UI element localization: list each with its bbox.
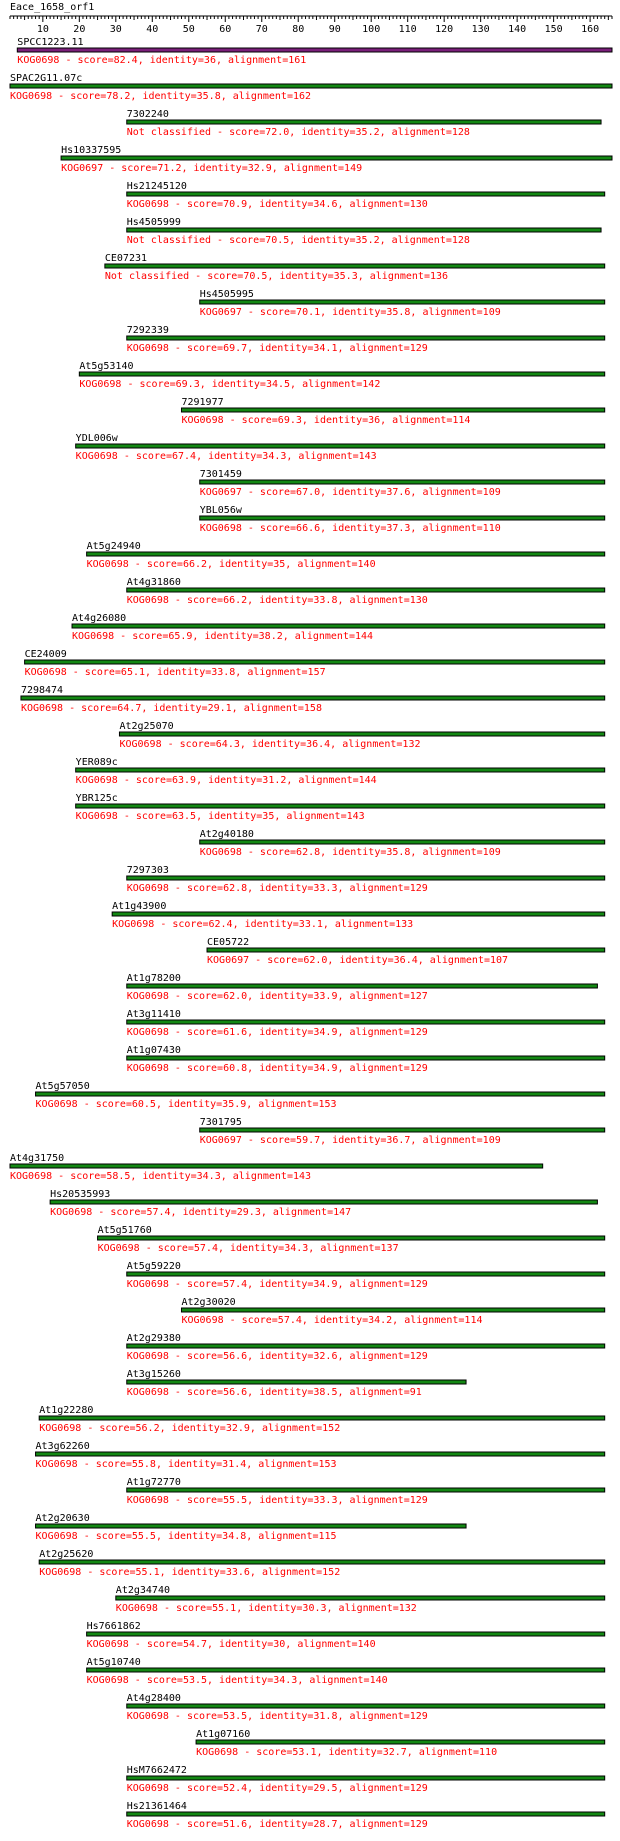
hit-description: KOG0698 - score=60.5, identity=35.9, alignment=153 <box>35 1099 337 1110</box>
sequence-ruler <box>10 16 612 35</box>
hit-alignment-bar[interactable] <box>39 1560 605 1564</box>
hit-row <box>50 1189 597 1218</box>
hit-row <box>10 73 612 102</box>
hit-alignment-bar[interactable] <box>207 948 605 952</box>
hit-description: KOG0698 - score=52.4, identity=29.5, alignment=129 <box>126 1783 428 1794</box>
hit-alignment-bar[interactable] <box>98 1236 605 1240</box>
hit-alignment-bar[interactable] <box>200 516 605 520</box>
hit-row <box>39 1549 605 1578</box>
hit-alignment-bar[interactable] <box>200 1128 605 1132</box>
ruler-tick-label: 130 <box>471 24 490 35</box>
hit-description: KOG0698 - score=69.7, identity=34.1, alignment=129 <box>126 343 428 354</box>
hit-description: KOG0698 - score=64.3, identity=36.4, alignment=132 <box>119 739 421 750</box>
hit-alignment-bar[interactable] <box>200 480 605 484</box>
hit-description: KOG0698 - score=64.7, identity=29.1, alignment=158 <box>20 703 322 714</box>
hit-description: KOG0698 - score=69.3, identity=34.5, alignment=142 <box>79 379 381 390</box>
hit-alignment-bar[interactable] <box>181 1308 604 1312</box>
hit-description: KOG0698 - score=57.4, identity=29.3, alignment=147 <box>50 1207 352 1218</box>
hit-alignment-bar[interactable] <box>127 192 605 196</box>
ruler-tick-label: 50 <box>182 24 195 35</box>
hit-name[interactable]: 7292339 <box>126 325 169 336</box>
hit-name[interactable]: CE24009 <box>24 649 67 660</box>
hit-name[interactable]: At1g22280 <box>39 1405 94 1416</box>
hit-row <box>200 505 605 534</box>
hit-name[interactable]: At5g59220 <box>126 1261 181 1272</box>
hit-alignment-bar[interactable] <box>127 1776 605 1780</box>
hit-description: KOG0698 - score=51.6, identity=28.7, alignment=129 <box>126 1819 428 1830</box>
hit-description: KOG0698 - score=69.3, identity=36, alignment=114 <box>181 415 471 426</box>
hit-description: KOG0697 - score=71.2, identity=32.9, alignment=149 <box>61 163 363 174</box>
hit-alignment-bar[interactable] <box>200 840 605 844</box>
hit-alignment-bar[interactable] <box>127 1056 605 1060</box>
hit-name[interactable]: At5g51760 <box>97 1225 152 1236</box>
hit-name[interactable]: At4g31860 <box>126 577 181 588</box>
hit-name[interactable]: At1g78200 <box>126 973 181 984</box>
hit-name[interactable]: 7291977 <box>181 397 224 408</box>
hit-name[interactable]: At4g31750 <box>10 1153 65 1164</box>
hit-description: KOG0698 - score=53.5, identity=34.3, alignment=140 <box>86 1675 388 1686</box>
ruler-tick-label: 100 <box>362 24 381 35</box>
hit-row <box>127 325 605 354</box>
ruler-tick-label: 20 <box>73 24 86 35</box>
hit-row <box>127 181 605 210</box>
hit-description: KOG0698 - score=65.1, identity=33.8, alignment=157 <box>24 667 326 678</box>
hit-description: KOG0697 - score=70.1, identity=35.8, alignment=109 <box>199 307 501 318</box>
hit-name[interactable]: At2g25070 <box>119 721 174 732</box>
hit-name[interactable]: SPCC1223.11 <box>17 37 84 48</box>
hit-alignment-bar[interactable] <box>127 228 601 232</box>
hit-row <box>127 1369 466 1398</box>
hit-alignment-bar[interactable] <box>87 1668 605 1672</box>
hit-name[interactable]: CE07231 <box>104 253 148 264</box>
hit-description: KOG0698 - score=62.8, identity=33.3, alignment=129 <box>126 883 428 894</box>
ruler-tick-label: 40 <box>146 24 159 35</box>
hit-row <box>196 1729 605 1758</box>
hit-row <box>36 1513 467 1542</box>
hit-description: KOG0698 - score=58.5, identity=34.3, alignment=143 <box>10 1171 312 1182</box>
hit-row <box>127 1045 605 1074</box>
hit-alignment-bar[interactable] <box>127 1488 605 1492</box>
hit-description: KOG0698 - score=60.8, identity=34.9, alignment=129 <box>126 1063 428 1074</box>
hit-name[interactable]: 7302240 <box>126 109 169 120</box>
hit-name[interactable]: YBR125c <box>75 793 118 804</box>
hit-description: KOG0697 - score=67.0, identity=37.6, alignment=109 <box>199 487 501 498</box>
hit-alignment-bar[interactable] <box>39 1416 605 1420</box>
hit-alignment-bar[interactable] <box>25 660 605 664</box>
hit-name[interactable]: Hs4505995 <box>199 289 254 300</box>
ruler-tick-label: 90 <box>328 24 341 35</box>
hit-name[interactable]: YDL006w <box>75 433 118 444</box>
hit-row <box>127 865 605 894</box>
hit-row <box>127 1801 605 1830</box>
hit-row <box>87 1657 605 1686</box>
ruler-tick-label: 30 <box>109 24 122 35</box>
hit-name[interactable]: At3g11410 <box>126 1009 181 1020</box>
hit-row <box>79 361 604 390</box>
hit-description: KOG0698 - score=53.1, identity=32.7, alignment=110 <box>196 1747 498 1758</box>
hit-description: KOG0698 - score=55.8, identity=31.4, alignment=153 <box>35 1459 337 1470</box>
hit-description: KOG0698 - score=82.4, identity=36, alignment=161 <box>17 55 307 66</box>
hit-name[interactable]: 7301459 <box>199 469 242 480</box>
hit-row <box>200 469 605 498</box>
hit-name[interactable]: Hs10337595 <box>61 145 122 156</box>
hit-row <box>200 289 605 318</box>
hit-alignment-bar[interactable] <box>72 624 605 628</box>
hit-name[interactable]: Hs20535993 <box>50 1189 111 1200</box>
hit-row <box>25 649 605 678</box>
hit-name[interactable]: At2g30020 <box>181 1297 236 1308</box>
hit-name[interactable]: At1g07430 <box>126 1045 181 1056</box>
hit-alignment-bar[interactable] <box>79 372 604 376</box>
hit-row <box>207 937 605 966</box>
hit-row <box>76 793 605 822</box>
hit-row <box>39 1405 605 1434</box>
hit-row <box>181 397 604 426</box>
hit-alignment-bar[interactable] <box>127 120 601 124</box>
hit-row <box>127 1477 605 1506</box>
hit-row <box>17 37 612 66</box>
hit-row <box>127 1333 605 1362</box>
hit-description: KOG0698 - score=56.6, identity=32.6, alignment=129 <box>126 1351 428 1362</box>
hit-row <box>127 1693 605 1722</box>
hit-row <box>87 541 605 570</box>
hit-name[interactable]: At2g20630 <box>35 1513 90 1524</box>
hit-name[interactable]: Hs21245120 <box>126 181 187 192</box>
hit-alignment-bar[interactable] <box>36 1452 605 1456</box>
hit-description: KOG0698 - score=66.2, identity=35, alignment=140 <box>86 559 376 570</box>
hit-description: KOG0698 - score=55.1, identity=30.3, alignment=132 <box>115 1603 417 1614</box>
hit-alignment-bar[interactable] <box>127 1704 605 1708</box>
hit-alignment-bar[interactable] <box>112 912 605 916</box>
ruler-tick-label: 160 <box>581 24 600 35</box>
hit-name[interactable]: At5g57050 <box>35 1081 90 1092</box>
ruler-tick-label: 140 <box>508 24 527 35</box>
hit-row <box>127 1261 605 1290</box>
hit-description: KOG0697 - score=59.7, identity=36.7, alignment=109 <box>199 1135 501 1146</box>
ruler-tick-label: 10 <box>36 24 49 35</box>
ruler-tick-label: 110 <box>398 24 417 35</box>
hit-row <box>181 1297 604 1326</box>
hit-name[interactable]: At1g72770 <box>126 1477 181 1488</box>
hit-alignment-bar[interactable] <box>127 1344 605 1348</box>
hit-row <box>36 1081 605 1110</box>
hit-description: KOG0698 - score=55.1, identity=33.6, alignment=152 <box>39 1567 341 1578</box>
hit-description: Not classified - score=70.5, identity=35.2, alignment=128 <box>126 235 470 246</box>
hit-alignment-bar[interactable] <box>10 1164 543 1168</box>
hit-row <box>76 757 605 786</box>
hit-list <box>10 37 612 1830</box>
ruler-tick-label: 70 <box>255 24 268 35</box>
hit-name[interactable]: YBL056w <box>199 505 242 516</box>
hit-alignment-bar[interactable] <box>76 804 605 808</box>
hit-name[interactable]: 7297303 <box>126 865 169 876</box>
hit-alignment-bar[interactable] <box>76 444 605 448</box>
hit-row <box>98 1225 605 1254</box>
hit-row <box>200 829 605 858</box>
hit-alignment-bar[interactable] <box>181 408 604 412</box>
hit-description: KOG0698 - score=62.8, identity=35.8, alignment=109 <box>199 847 501 858</box>
hit-row <box>72 613 605 642</box>
hit-alignment-bar[interactable] <box>17 48 612 52</box>
hit-name[interactable]: At3g15260 <box>126 1369 181 1380</box>
hit-alignment-bar[interactable] <box>127 1380 466 1384</box>
hit-alignment-bar[interactable] <box>127 984 598 988</box>
hit-alignment-bar[interactable] <box>127 1812 605 1816</box>
hit-alignment-bar[interactable] <box>105 264 605 268</box>
hit-alignment-bar[interactable] <box>36 1092 605 1096</box>
hit-row <box>119 721 604 750</box>
query-title: Eace_1658_orf1 <box>10 2 95 13</box>
hit-name[interactable]: 7298474 <box>20 685 64 696</box>
hit-description: KOG0697 - score=62.0, identity=36.4, alignment=107 <box>207 955 509 966</box>
hit-alignment-bar[interactable] <box>127 876 605 880</box>
hit-alignment-bar[interactable] <box>127 1020 605 1024</box>
hit-description: KOG0698 - score=62.0, identity=33.9, alignment=127 <box>126 991 428 1002</box>
hit-description: KOG0698 - score=55.5, identity=34.8, alignment=115 <box>35 1531 337 1542</box>
hit-description: KOG0698 - score=53.5, identity=31.8, alignment=129 <box>126 1711 428 1722</box>
hit-row <box>200 1117 605 1146</box>
hit-name[interactable]: At2g25620 <box>39 1549 94 1560</box>
hit-description: KOG0698 - score=63.5, identity=35, alignment=143 <box>75 811 365 822</box>
hit-description: KOG0698 - score=56.6, identity=38.5, alignment=91 <box>126 1387 422 1398</box>
hit-name[interactable]: At1g43900 <box>112 901 167 912</box>
hit-name[interactable]: SPAC2G11.07c <box>10 73 83 84</box>
hit-name[interactable]: At5g53140 <box>79 361 134 372</box>
ruler-tick-label: 60 <box>219 24 232 35</box>
hit-alignment-bar[interactable] <box>127 1272 605 1276</box>
hit-description: KOG0698 - score=57.4, identity=34.9, alignment=129 <box>126 1279 428 1290</box>
hit-name[interactable]: YER089c <box>75 757 118 768</box>
hit-name[interactable]: At1g07160 <box>196 1729 251 1740</box>
ruler-tick-label: 80 <box>292 24 305 35</box>
hit-description: KOG0698 - score=66.6, identity=37.3, alignment=110 <box>199 523 501 534</box>
hit-description: KOG0698 - score=54.7, identity=30, alignment=140 <box>86 1639 376 1650</box>
hit-name[interactable]: At4g26080 <box>72 613 127 624</box>
hit-alignment-bar[interactable] <box>76 768 605 772</box>
hit-row <box>61 145 612 174</box>
ruler-tick-label: 120 <box>435 24 454 35</box>
hit-row <box>127 973 598 1002</box>
hit-row <box>116 1585 605 1614</box>
hit-alignment-bar[interactable] <box>10 84 612 88</box>
hit-alignment-bar[interactable] <box>50 1200 597 1204</box>
hit-alignment-bar[interactable] <box>36 1524 467 1528</box>
hit-alignment-bar[interactable] <box>196 1740 605 1744</box>
hit-row <box>21 685 605 714</box>
hit-row <box>105 253 605 282</box>
hit-name[interactable]: Hs4505999 <box>126 217 181 228</box>
hit-alignment-bar[interactable] <box>127 588 605 592</box>
hit-alignment-bar[interactable] <box>119 732 604 736</box>
hit-description: KOG0698 - score=56.2, identity=32.9, alignment=152 <box>39 1423 341 1434</box>
hit-name[interactable]: At2g29380 <box>126 1333 181 1344</box>
hit-name[interactable]: CE05722 <box>207 937 250 948</box>
hit-alignment-bar[interactable] <box>200 300 605 304</box>
hit-description: Not classified - score=70.5, identity=35.3, alignment=136 <box>104 271 449 282</box>
ruler-tick-label: 150 <box>544 24 563 35</box>
hit-name[interactable]: At4g28400 <box>126 1693 181 1704</box>
hit-row <box>10 1153 543 1182</box>
hit-alignment-bar[interactable] <box>61 156 612 160</box>
hit-alignment-bar[interactable] <box>116 1596 605 1600</box>
hit-description: KOG0698 - score=61.6, identity=34.9, alignment=129 <box>126 1027 428 1038</box>
hit-name[interactable]: At5g24940 <box>86 541 141 552</box>
hit-description: KOG0698 - score=66.2, identity=33.8, alignment=130 <box>126 595 428 606</box>
hit-description: KOG0698 - score=62.4, identity=33.1, alignment=133 <box>112 919 414 930</box>
hit-row <box>87 1621 605 1650</box>
hit-alignment-bar[interactable] <box>87 552 605 556</box>
hit-row <box>76 433 605 462</box>
hit-alignment-bar[interactable] <box>87 1632 605 1636</box>
hit-name[interactable]: Hs7661862 <box>86 1621 141 1632</box>
hit-description: KOG0698 - score=70.9, identity=34.6, alignment=130 <box>126 199 428 210</box>
hit-row <box>127 1765 605 1794</box>
hit-row <box>36 1441 605 1470</box>
hit-row <box>112 901 605 930</box>
hit-row <box>127 577 605 606</box>
hit-description: KOG0698 - score=57.4, identity=34.2, alignment=114 <box>181 1315 483 1326</box>
hit-description: KOG0698 - score=55.5, identity=33.3, alignment=129 <box>126 1495 428 1506</box>
hit-alignment-bar[interactable] <box>127 336 605 340</box>
hit-description: Not classified - score=72.0, identity=35.2, alignment=128 <box>126 127 470 138</box>
hit-row <box>127 1009 605 1038</box>
hit-name[interactable]: At5g10740 <box>86 1657 141 1668</box>
hit-name[interactable]: 7301795 <box>199 1117 242 1128</box>
hit-description: KOG0698 - score=78.2, identity=35.8, alignment=162 <box>10 91 312 102</box>
hit-alignment-bar[interactable] <box>21 696 605 700</box>
hit-row <box>127 109 601 138</box>
hit-name[interactable]: At2g40180 <box>199 829 254 840</box>
hit-name[interactable]: At3g62260 <box>35 1441 90 1452</box>
hit-name[interactable]: Hs21361464 <box>126 1801 187 1812</box>
hit-name[interactable]: HsM7662472 <box>126 1765 187 1776</box>
hit-description: KOG0698 - score=63.9, identity=31.2, alignment=144 <box>75 775 377 786</box>
hit-name[interactable]: At2g34740 <box>115 1585 170 1596</box>
hit-description: KOG0698 - score=65.9, identity=38.2, alignment=144 <box>72 631 374 642</box>
hit-description: KOG0698 - score=67.4, identity=34.3, alignment=143 <box>75 451 377 462</box>
hit-row <box>127 217 601 246</box>
hit-description: KOG0698 - score=57.4, identity=34.3, alignment=137 <box>97 1243 399 1254</box>
